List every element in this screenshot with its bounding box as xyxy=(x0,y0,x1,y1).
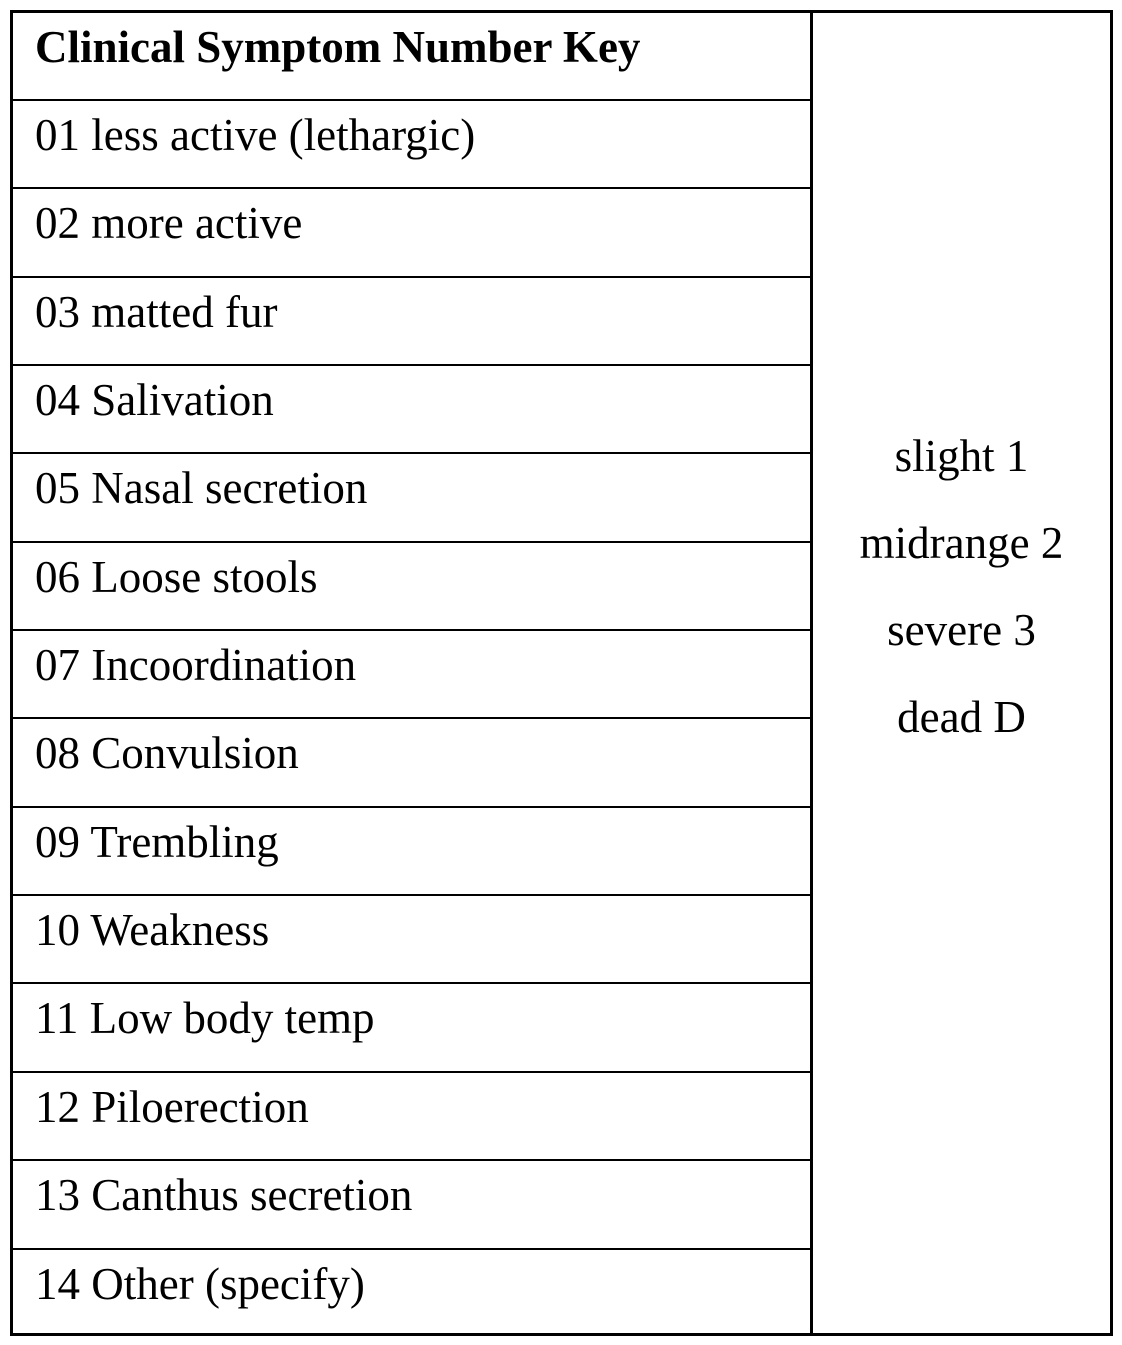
severity-column xyxy=(813,13,1110,1333)
symptom-key-table xyxy=(10,10,1113,1336)
table-row xyxy=(13,808,810,896)
symptom-label: 06 Loose stools xyxy=(35,552,318,602)
table-row xyxy=(13,543,810,631)
symptom-label: 04 Salivation xyxy=(35,375,274,425)
table-row xyxy=(13,101,810,189)
severity-midrange: midrange 2 xyxy=(859,518,1064,568)
symptom-label: 14 Other (specify) xyxy=(35,1259,365,1309)
table-row xyxy=(13,1073,810,1161)
severity-slight: slight 1 xyxy=(894,431,1029,481)
symptom-label: 08 Convulsion xyxy=(35,728,299,778)
symptom-label: 07 Incoordination xyxy=(35,640,357,690)
symptom-label: 10 Weakness xyxy=(35,905,270,955)
table-row xyxy=(13,719,810,808)
symptom-label: 12 Piloerection xyxy=(35,1082,309,1132)
symptom-label: 09 Trembling xyxy=(35,817,279,867)
symptom-label: 05 Nasal secretion xyxy=(35,463,368,513)
table-row xyxy=(13,454,810,543)
table-row xyxy=(13,278,810,366)
symptom-label: 02 more active xyxy=(35,198,303,248)
table-row xyxy=(13,1161,810,1250)
table-row xyxy=(13,1250,810,1336)
table-row xyxy=(13,896,810,984)
table-header-row xyxy=(13,13,810,101)
severity-dead: dead D xyxy=(897,692,1026,742)
severity-severe: severe 3 xyxy=(887,605,1036,655)
table-row xyxy=(13,189,810,278)
symptom-label: 01 less active (lethargic) xyxy=(35,110,476,160)
symptom-label: 11 Low body temp xyxy=(35,993,375,1043)
table-row xyxy=(13,984,810,1073)
table-row xyxy=(13,366,810,454)
table-title: Clinical Symptom Number Key xyxy=(35,22,641,72)
symptom-column xyxy=(13,13,813,1333)
symptom-label: 13 Canthus secretion xyxy=(35,1170,413,1220)
severity-scale xyxy=(813,413,1110,761)
table-row xyxy=(13,631,810,719)
symptom-label: 03 matted fur xyxy=(35,287,278,337)
